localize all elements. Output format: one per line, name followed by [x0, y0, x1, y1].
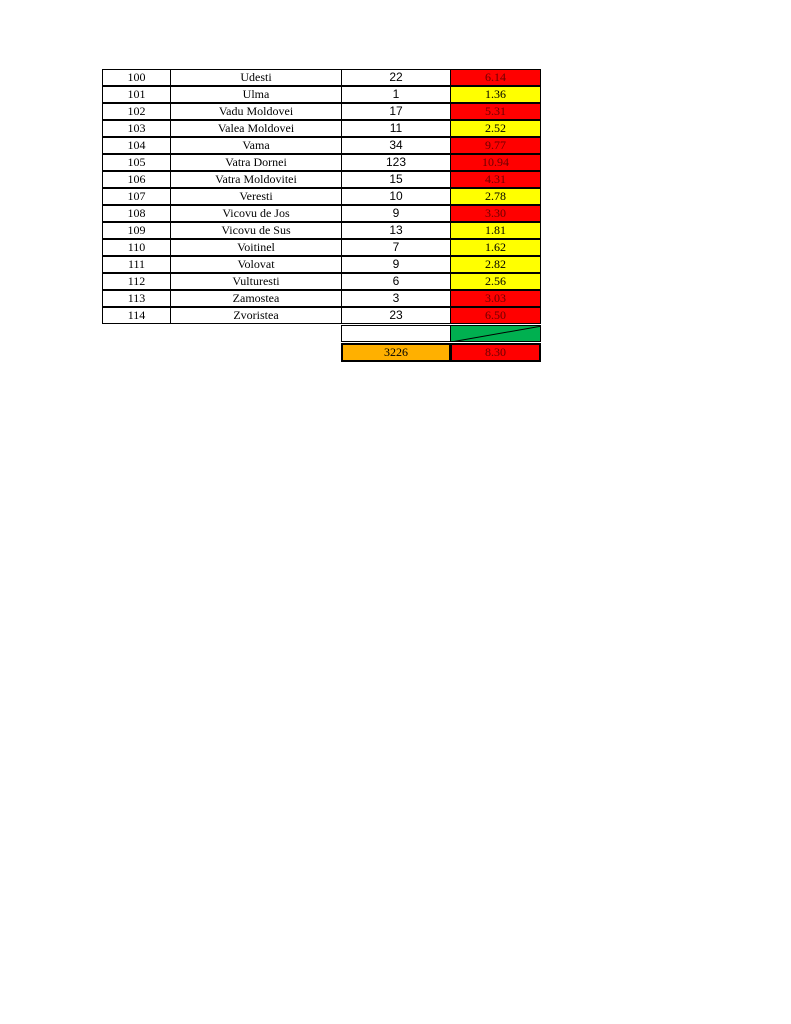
value-cell: 2.56 — [450, 273, 541, 290]
row-index-cell: 106 — [102, 171, 171, 188]
value-cell: 2.78 — [450, 188, 541, 205]
count-cell: 7 — [341, 239, 451, 256]
row-index-cell: 101 — [102, 86, 171, 103]
value-cell: 3.30 — [450, 205, 541, 222]
locality-name-cell: Vatra Dornei — [170, 154, 342, 171]
count-cell: 11 — [341, 120, 451, 137]
value-cell: 9.77 — [450, 137, 541, 154]
count-cell: 23 — [341, 307, 451, 324]
empty-cell — [341, 325, 451, 342]
row-index-cell: 100 — [102, 69, 171, 86]
count-cell: 17 — [341, 103, 451, 120]
total-count-cell: 3226 — [341, 343, 451, 362]
count-cell: 15 — [341, 171, 451, 188]
row-index-cell: 113 — [102, 290, 171, 307]
count-cell: 6 — [341, 273, 451, 290]
value-cell: 10.94 — [450, 154, 541, 171]
locality-name-cell: Zamostea — [170, 290, 342, 307]
count-cell: 34 — [341, 137, 451, 154]
row-index-cell: 103 — [102, 120, 171, 137]
count-cell: 3 — [341, 290, 451, 307]
row-index-cell: 104 — [102, 137, 171, 154]
count-cell: 13 — [341, 222, 451, 239]
locality-name-cell: Vatra Moldovitei — [170, 171, 342, 188]
row-index-cell: 111 — [102, 256, 171, 273]
locality-name-cell: Vulturesti — [170, 273, 342, 290]
value-cell: 2.82 — [450, 256, 541, 273]
count-cell: 9 — [341, 205, 451, 222]
total-value-cell: 8.30 — [450, 343, 541, 362]
row-index-cell: 102 — [102, 103, 171, 120]
value-cell: 6.14 — [450, 69, 541, 86]
row-index-cell: 107 — [102, 188, 171, 205]
row-index-cell: 108 — [102, 205, 171, 222]
locality-name-cell: Vicovu de Sus — [170, 222, 342, 239]
row-index-cell: 105 — [102, 154, 171, 171]
locality-name-cell: Udesti — [170, 69, 342, 86]
count-cell: 10 — [341, 188, 451, 205]
locality-name-cell: Vicovu de Jos — [170, 205, 342, 222]
value-cell: 5.31 — [450, 103, 541, 120]
row-index-cell: 110 — [102, 239, 171, 256]
diagonal-line-icon — [451, 326, 541, 342]
value-cell: 4.31 — [450, 171, 541, 188]
locality-name-cell: Vama — [170, 137, 342, 154]
count-cell: 1 — [341, 86, 451, 103]
legend-green-cell — [450, 325, 541, 342]
row-index-cell: 109 — [102, 222, 171, 239]
locality-name-cell: Vadu Moldovei — [170, 103, 342, 120]
locality-name-cell: Voitinel — [170, 239, 342, 256]
locality-name-cell: Veresti — [170, 188, 342, 205]
value-cell: 2.52 — [450, 120, 541, 137]
value-cell: 1.36 — [450, 86, 541, 103]
row-index-cell: 112 — [102, 273, 171, 290]
value-cell: 3.03 — [450, 290, 541, 307]
value-cell: 6.50 — [450, 307, 541, 324]
value-cell: 1.81 — [450, 222, 541, 239]
count-cell: 123 — [341, 154, 451, 171]
locality-name-cell: Zvoristea — [170, 307, 342, 324]
value-cell: 1.62 — [450, 239, 541, 256]
row-index-cell: 114 — [102, 307, 171, 324]
count-cell: 9 — [341, 256, 451, 273]
locality-name-cell: Ulma — [170, 86, 342, 103]
locality-name-cell: Volovat — [170, 256, 342, 273]
locality-name-cell: Valea Moldovei — [170, 120, 342, 137]
count-cell: 22 — [341, 69, 451, 86]
